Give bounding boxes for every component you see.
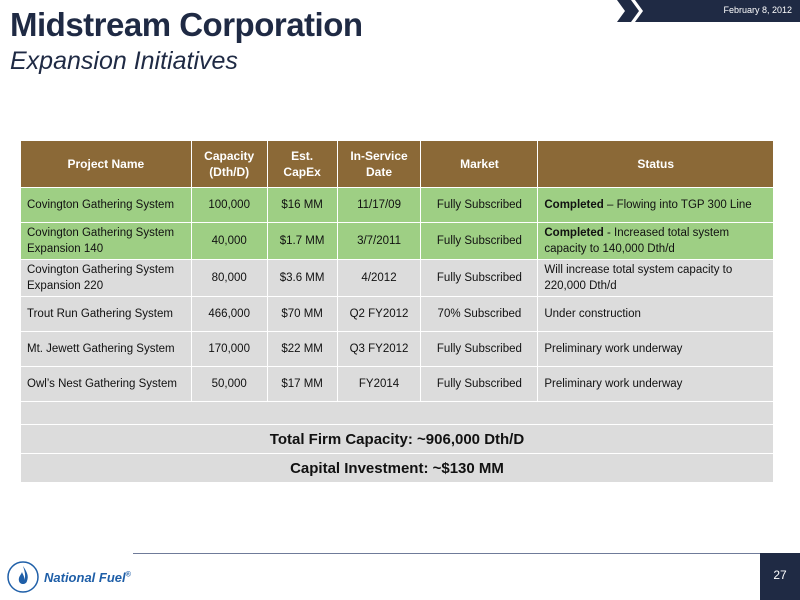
cell-status: Will increase total system capacity to 220,000 Dth/d bbox=[538, 260, 774, 297]
cell-market: Fully Subscribed bbox=[421, 367, 538, 402]
cell-capex: $22 MM bbox=[267, 332, 337, 367]
cell-market: Fully Subscribed bbox=[421, 223, 538, 260]
blank-cell bbox=[21, 402, 774, 425]
cell-project-name: Covington Gathering System bbox=[21, 188, 192, 223]
cell-market: Fully Subscribed bbox=[421, 188, 538, 223]
cell-in-service-date: 4/2012 bbox=[337, 260, 421, 297]
cell-project-name: Covington Gathering System Expansion 140 bbox=[21, 223, 192, 260]
cell-in-service-date: 3/7/2011 bbox=[337, 223, 421, 260]
col-header-capex: Est. CapEx bbox=[267, 141, 337, 188]
col-header-market: Market bbox=[421, 141, 538, 188]
table-row bbox=[21, 297, 774, 332]
cell-in-service-date: 11/17/09 bbox=[337, 188, 421, 223]
cell-project-name: Covington Gathering System Expansion 220 bbox=[21, 260, 192, 297]
cell-status: Completed – Flowing into TGP 300 Line bbox=[538, 188, 774, 223]
company-logo-text: National Fuel® bbox=[44, 570, 131, 585]
cell-in-service-date: Q2 FY2012 bbox=[337, 297, 421, 332]
cell-status: Completed - Increased total system capacity to 140,000 Dth/d bbox=[538, 223, 774, 260]
table-row bbox=[21, 332, 774, 367]
cell-project-name: Trout Run Gathering System bbox=[21, 297, 192, 332]
cell-capex: $1.7 MM bbox=[267, 223, 337, 260]
cell-project-name: Owl’s Nest Gathering System bbox=[21, 367, 192, 402]
page-number: 27 bbox=[773, 568, 787, 582]
col-header-capacity: Capacity (Dth/D) bbox=[191, 141, 267, 188]
cell-in-service-date: FY2014 bbox=[337, 367, 421, 402]
table-total-row bbox=[21, 454, 774, 483]
cell-status: Preliminary work underway bbox=[538, 367, 774, 402]
cell-capex: $70 MM bbox=[267, 297, 337, 332]
cell-capacity: 170,000 bbox=[191, 332, 267, 367]
table-blank-row bbox=[21, 402, 774, 425]
total-firm-capacity: Total Firm Capacity: ~906,000 Dth/D bbox=[21, 425, 774, 454]
capital-investment: Capital Investment: ~$130 MM bbox=[21, 454, 774, 483]
cell-capacity: 50,000 bbox=[191, 367, 267, 402]
cell-capacity: 80,000 bbox=[191, 260, 267, 297]
cell-market: 70% Subscribed bbox=[421, 297, 538, 332]
cell-status: Under construction bbox=[538, 297, 774, 332]
cell-capex: $17 MM bbox=[267, 367, 337, 402]
cell-capacity: 100,000 bbox=[191, 188, 267, 223]
col-header-project-name: Project Name bbox=[21, 141, 192, 188]
cell-capacity: 40,000 bbox=[191, 223, 267, 260]
table-row bbox=[21, 367, 774, 402]
page-title: Midstream Corporation bbox=[10, 6, 363, 43]
table-total-row bbox=[21, 425, 774, 454]
cell-market: Fully Subscribed bbox=[421, 260, 538, 297]
cell-capex: $16 MM bbox=[267, 188, 337, 223]
col-header-in-service-date: In-Service Date bbox=[337, 141, 421, 188]
page-number-box bbox=[760, 553, 800, 600]
presentation-date: February 8, 2012 bbox=[723, 5, 792, 15]
cell-capacity: 466,000 bbox=[191, 297, 267, 332]
table-row bbox=[21, 223, 774, 260]
col-header-status: Status bbox=[538, 141, 774, 188]
cell-market: Fully Subscribed bbox=[421, 332, 538, 367]
cell-in-service-date: Q3 FY2012 bbox=[337, 332, 421, 367]
cell-capex: $3.6 MM bbox=[267, 260, 337, 297]
cell-status: Preliminary work underway bbox=[538, 332, 774, 367]
cell-project-name: Mt. Jewett Gathering System bbox=[21, 332, 192, 367]
expansion-projects-table bbox=[20, 140, 774, 483]
page-subtitle: Expansion Initiatives bbox=[10, 47, 238, 75]
table-header-row bbox=[21, 141, 774, 188]
date-tab bbox=[617, 0, 800, 22]
flame-logo-icon bbox=[7, 561, 39, 593]
table-row bbox=[21, 188, 774, 223]
table-row bbox=[21, 260, 774, 297]
footer-divider bbox=[133, 553, 760, 554]
